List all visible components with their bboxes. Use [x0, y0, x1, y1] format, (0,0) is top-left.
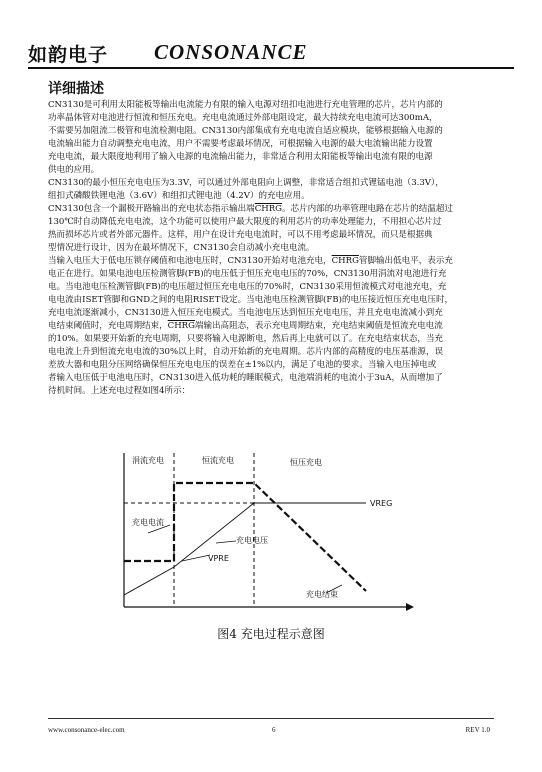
footer-divider [48, 718, 494, 719]
label-vreg: VREG [370, 499, 393, 508]
paragraph-line: 组扣式磷酸铁锂电池（3.6V）和组扣式锂电池（4.2V）的充电应用。 [48, 191, 310, 201]
paragraph-line: 充电电流逐渐减小，CN3130进入恒压充电模式。当电池电压达到恒压充电电压，并且充电电流减小到充 [48, 308, 443, 318]
paragraph-line: 当输入电压大于低电压锁存阈值和电池电压时，CN3130开始对电池充电，CHRG管脚输出低电平，表示充 [48, 256, 453, 266]
revision: REV 1.0 [465, 726, 490, 734]
page-header [28, 40, 514, 72]
paragraph-line: 电流输出能力自动调整充电电流，用户不需要考虑最坏情况，可根据输入电源的最大电流输出能力设置 [48, 139, 433, 149]
label-charge-end: 充电结束 [306, 590, 338, 599]
x-axis-arrow [406, 603, 414, 611]
figure-caption: 图4 充电过程示意图 [217, 627, 325, 641]
charging-process-diagram [118, 443, 428, 623]
brand-english-name: CONSONANCE [154, 40, 308, 64]
paragraph-line: 差放大器和电阻分压网络确保恒压充电电压的误差在±1%以内，满足了电池的要求。当输入电压掉电或 [48, 360, 437, 370]
header-divider [28, 67, 514, 69]
voltage-pointer [216, 541, 236, 543]
paragraph-line: 电。当电池电压检测管脚(FB)的电压超过恒压充电电压的70%时，CN3130采用恒流模式对电池充电，充 [48, 282, 447, 292]
paragraph-line: 供电的应用。 [48, 165, 100, 175]
paragraph-line: CN3130是可利用太阳能板等输出电流能力有限的输入电源对纽扣电池进行充电管理的芯片，芯片内部的 [48, 100, 443, 110]
paragraph-line: 电正在进行。如果电池电压检测管脚(FB)的电压低于恒压充电电压的70%，CN3130用涓流对电池进行充 [48, 269, 447, 279]
page-number: 6 [272, 726, 276, 734]
charging-voltage-curve [124, 503, 366, 595]
paragraph-line: 型情况进行设计，因为在最坏情况下，CN3130会自动减小充电电流。 [48, 243, 315, 253]
footer-url: www.consonance-elec.com [48, 726, 125, 734]
brand-chinese-name: 如韵电子 [28, 44, 109, 66]
label-vpre: VPRE [208, 554, 229, 563]
paragraph-line: 待机时间。上述充电过程如图4所示： [48, 386, 191, 396]
paragraph-line: 者输入电压低于电池电压时，CN3130进入低功耗的睡眠模式，电池端消耗的电流小于3uA，从而增加了 [48, 373, 443, 383]
paragraph-line: 的10%。如果要开始新的充电周期，只要将输入电源断电，然后再上电就可以了。在充电结束状态，当充 [48, 334, 444, 344]
paragraph-line: 功率晶体管对电池进行恒流和恒压充电。充电电流通过外部电阻设定，最大持续充电电流可达300mA， [48, 113, 438, 123]
vpre-pointer [182, 555, 210, 561]
paragraph-line: 电电流由ISET管脚和GND之间的电阻RISET设定。当电池电压检测管脚(FB)的电压接近恒压充电电压时， [48, 295, 454, 305]
section-title: 详细描述 [48, 81, 104, 97]
label-cv-charge: 恒压充电 [290, 458, 322, 467]
paragraph-line: 130℃时自动降低充电电流，这个功能可以使用户最大限度的利用芯片的功率处理能力，不用担心芯片过 [48, 217, 442, 227]
paragraph-line: 不需要另加阻流二极管和电流检测电阻。CN3130内部集成有充电电流自适应模块，能够根据输入电源的 [48, 126, 443, 136]
paragraph-line: 热而损坏芯片或者外部元器件。这样，用户在设计充电电流时，可以不用考虑最坏情况，而只是根据典 [48, 230, 433, 240]
label-charging-voltage: 充电电压 [236, 536, 268, 545]
paragraph-line: 电结束阈值时，充电周期结束，CHRG端输出高阻态，表示充电周期结束，充电结束阈值是恒流充电电流 [48, 321, 443, 331]
paragraph-line: 充电电流，最大限度地利用了输入电源的电流输出能力，非常适合利用太阳能板等输出电流有限的电源 [48, 152, 433, 162]
description-body [48, 99, 498, 398]
label-cc-charge: 恒流充电 [202, 456, 234, 465]
paragraph-line: 电电流上升到恒流充电电流的30%以上时，自动开始新的充电周期。芯片内部的高精度的电压基准源，误 [48, 347, 444, 357]
label-charging-current: 充电电流 [132, 518, 164, 527]
paragraph-line: CN3130包含一个漏极开路输出的充电状态指示输出端CHRG。芯片内部的功率管理电路在芯片的结温超过 [48, 204, 453, 214]
paragraph-line: CN3130的最小恒压充电电压为3.3V，可以通过外部电阻向上调整，非常适合组扣式锂锰电池（3.3V）， [48, 178, 444, 188]
label-trickle-charge: 涓流充电 [132, 456, 164, 465]
